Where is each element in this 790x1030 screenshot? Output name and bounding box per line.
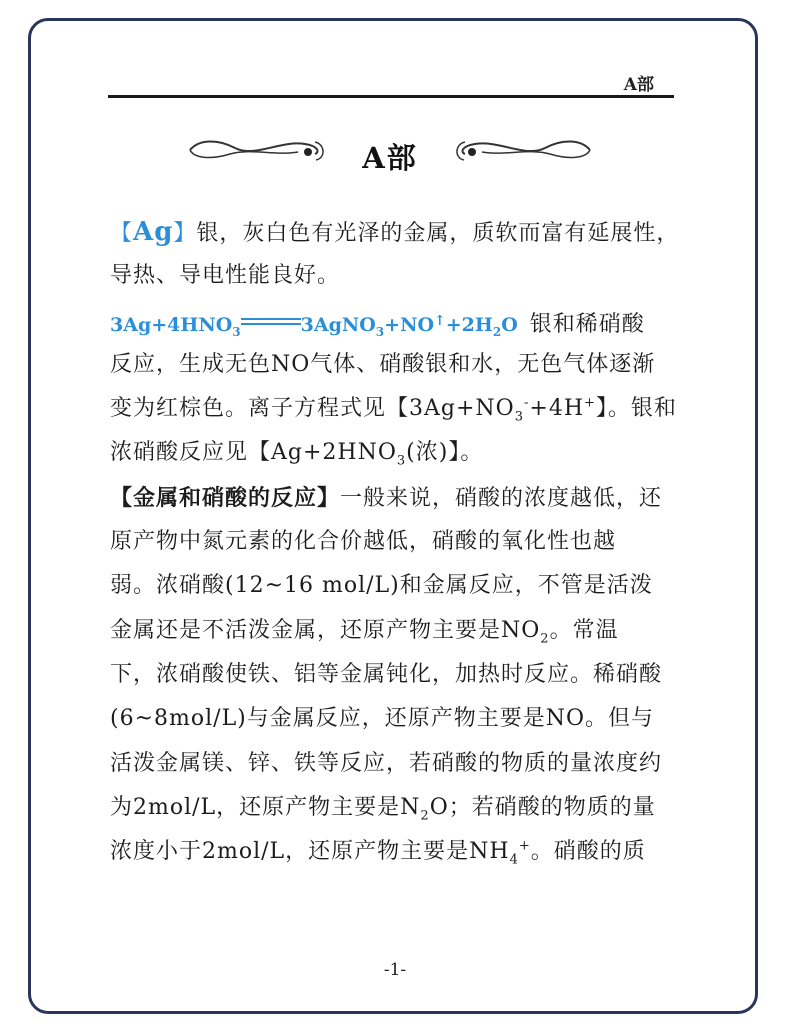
text-line: 活泼金属镁、锌、铁等反应，若硝酸的物质的量浓度约 <box>110 750 663 776</box>
entry-tag-metal-nitric: 【金属和硝酸的反应】 <box>110 484 341 511</box>
equal-sign-icon <box>241 315 301 328</box>
page-title: A部 <box>362 141 418 175</box>
chemical-equation: $3Ag+4HNO_3$ $3AgNO_3+NO^↑+2H_2O$ <box>110 312 518 339</box>
entry-tag-ag: 【Ag】 <box>110 217 197 247</box>
text-line: 为2mol/L，还原产物主要是$N_2O$；若硝酸的物质的量 <box>110 794 656 824</box>
equation-line: $3Ag+4HNO_3$ $3AgNO_3+NO^↑+2H_2O$ 银和稀硝酸 <box>110 311 645 339</box>
text-line: 下，浓硝酸使铁、铝等金属钝化，加热时反应。稀硝酸 <box>110 661 663 687</box>
header-rule <box>108 95 674 98</box>
text-line: 变为红棕色。离子方程式见【$3Ag+NO_3^-+4H^+$】。银和 <box>110 395 677 425</box>
text-line: 反应，生成无色NO气体、硝酸银和水，无色气体逐渐 <box>110 351 656 377</box>
title-block <box>180 130 600 180</box>
page-number: -1- <box>383 960 407 980</box>
running-header: A部 <box>623 75 654 95</box>
body-text <box>110 210 680 874</box>
text-line: 【Ag】银，灰白色有光泽的金属，质软而富有延展性， <box>110 217 680 247</box>
right-flourish-icon <box>450 130 600 170</box>
text-line: 金属还是不活泼金属，还原产物主要是$NO_2$。常温 <box>110 617 619 647</box>
text-line: 【金属和硝酸的反应】一般来说，硝酸的浓度越低，还 <box>110 484 663 511</box>
text-line: 弱。浓硝酸(12~16 mol/L)和金属反应，不管是活泼 <box>110 573 653 599</box>
text-line: 浓硝酸反应见【$Ag+2HNO_3$(浓)】。 <box>110 440 484 469</box>
text-line: (6~8mol/L)与金属反应，还原产物主要是NO。但与 <box>110 706 655 732</box>
text-line: 浓度小于2mol/L，还原产物主要是$NH_4^+$。硝酸的质 <box>110 838 646 868</box>
up-arrow-icon: ↑ <box>434 312 446 329</box>
text-line: 原产物中氮元素的化合价越低，硝酸的氧化性也越 <box>110 529 617 555</box>
text-line: 导热、导电性能良好。 <box>110 263 341 289</box>
